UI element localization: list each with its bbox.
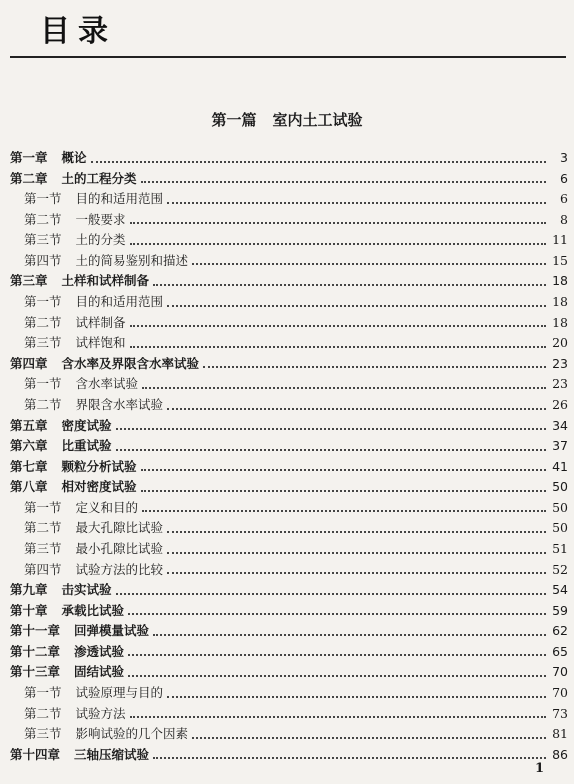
toc-entry-number: 第三章 <box>10 273 48 289</box>
toc-entry-page: 20 <box>552 335 568 351</box>
toc-entry-number: 第九章 <box>10 582 48 598</box>
toc-entry-title: 概论 <box>61 150 87 165</box>
toc-entry-title: 密度试验 <box>61 417 112 433</box>
toc-chapter-entry[interactable] <box>10 662 568 683</box>
dot-leader <box>128 613 546 615</box>
toc-entry-page: 23 <box>552 355 568 371</box>
dot-leader <box>141 469 546 471</box>
toc-entry-number: 第三节 <box>24 540 62 556</box>
toc-chapter-entry[interactable] <box>10 745 568 766</box>
dot-leader <box>153 757 546 759</box>
dot-leader <box>167 696 546 698</box>
toc-entry-page: 50 <box>552 499 568 515</box>
toc-entry-number: 第一节 <box>24 685 62 701</box>
toc-entry-number: 第三节 <box>24 726 62 742</box>
toc-entry-page: 50 <box>552 520 568 536</box>
toc-entry-page: 18 <box>552 294 568 310</box>
dot-leader <box>142 510 546 512</box>
toc-entry-title: 目的和适用范围 <box>75 294 164 310</box>
dot-leader <box>130 222 546 224</box>
dot-leader <box>167 572 546 574</box>
dot-leader <box>167 305 546 307</box>
dot-leader <box>192 263 546 265</box>
toc-section-entry[interactable] <box>10 395 568 416</box>
table-of-contents <box>10 148 568 765</box>
toc-entry-title: 回弹模量试验 <box>74 623 150 639</box>
toc-entry-title: 界限含水率试验 <box>75 396 164 412</box>
toc-chapter-entry[interactable] <box>10 621 568 642</box>
dot-leader <box>130 716 546 718</box>
dot-leader <box>128 675 546 677</box>
toc-section-entry[interactable] <box>10 560 568 581</box>
part-name: 室内土工试验 <box>272 111 363 129</box>
dot-leader <box>128 654 546 656</box>
toc-chapter-entry[interactable] <box>10 148 568 169</box>
dot-leader <box>153 284 546 286</box>
toc-entry-page: 51 <box>552 540 568 556</box>
toc-entry-page: 6 <box>560 170 568 186</box>
toc-entry-title: 相对密度试验 <box>61 479 137 495</box>
toc-entry-page: 54 <box>552 582 568 598</box>
toc-chapter-entry[interactable] <box>10 642 568 663</box>
toc-section-entry[interactable] <box>10 518 568 539</box>
toc-entry-title: 试样制备 <box>75 314 126 330</box>
toc-entry-page: 23 <box>552 376 568 392</box>
toc-entry-page: 8 <box>560 211 568 227</box>
toc-entry-number: 第七章 <box>10 458 48 474</box>
toc-entry-number: 第一节 <box>24 376 62 392</box>
toc-entry-number: 第十一章 <box>10 623 61 639</box>
toc-entry-number: 第三节 <box>24 232 62 248</box>
toc-entry-page: 37 <box>552 438 568 454</box>
toc-entry-page: 73 <box>552 705 568 721</box>
toc-entry-number: 第一节 <box>24 294 62 310</box>
toc-entry-number: 第二节 <box>24 396 62 412</box>
toc-entry-number: 第十三章 <box>10 664 61 680</box>
toc-entry-number: 第四节 <box>24 561 62 577</box>
toc-entry-number: 第四节 <box>24 252 62 268</box>
heading-divider <box>10 56 566 58</box>
toc-entry-title: 试验原理与目的 <box>75 685 164 701</box>
toc-entry-number: 第一章 <box>10 150 48 165</box>
toc-entry-title: 一般要求 <box>75 211 126 227</box>
toc-entry-title: 比重试验 <box>61 438 112 454</box>
toc-entry-title: 颗粒分析试验 <box>61 458 137 474</box>
toc-chapter-entry[interactable] <box>10 436 568 457</box>
toc-chapter-entry[interactable] <box>10 457 568 478</box>
toc-entry-title: 试验方法 <box>75 705 126 721</box>
toc-section-entry[interactable] <box>10 189 568 210</box>
dot-leader <box>192 737 546 739</box>
toc-entry-number: 第三节 <box>24 335 62 351</box>
toc-section-entry[interactable] <box>10 704 568 725</box>
page-number: 1 <box>534 761 544 776</box>
toc-entry-title: 三轴压缩试验 <box>74 746 150 762</box>
toc-entry-title: 试验方法的比较 <box>75 561 164 577</box>
toc-entry-page: 52 <box>552 561 568 577</box>
toc-entry-page: 59 <box>552 602 568 618</box>
dot-leader <box>167 531 546 533</box>
toc-entry-title: 承载比试验 <box>61 602 125 618</box>
toc-entry-number: 第六章 <box>10 438 48 454</box>
toc-entry-page: 18 <box>552 273 568 289</box>
toc-entry-number: 第十章 <box>10 602 48 618</box>
dot-leader <box>91 161 546 163</box>
toc-section-entry[interactable] <box>10 230 568 251</box>
toc-section-entry[interactable] <box>10 374 568 395</box>
toc-entry-number: 第一节 <box>24 191 62 207</box>
toc-entry-page: 34 <box>552 417 568 433</box>
toc-section-entry[interactable] <box>10 498 568 519</box>
toc-entry-page: 86 <box>552 746 568 762</box>
dot-leader <box>141 490 546 492</box>
toc-section-entry[interactable] <box>10 724 568 745</box>
toc-entry-number: 第五章 <box>10 417 48 433</box>
toc-entry-title: 定义和目的 <box>75 499 139 515</box>
part-number: 第一篇 <box>211 111 257 129</box>
toc-chapter-entry[interactable] <box>10 354 568 375</box>
toc-entry-page: 62 <box>552 623 568 639</box>
toc-entry-title: 最小孔隙比试验 <box>75 540 164 556</box>
dot-leader <box>141 181 546 183</box>
toc-entry-number: 第四章 <box>10 355 48 371</box>
toc-chapter-entry[interactable] <box>10 580 568 601</box>
toc-entry-title: 含水率试验 <box>75 376 139 392</box>
toc-entry-page: 70 <box>552 685 568 701</box>
toc-entry-title: 土的分类 <box>75 232 126 248</box>
toc-entry-number: 第二节 <box>24 211 62 227</box>
dot-leader <box>130 243 546 245</box>
toc-chapter-entry[interactable] <box>10 477 568 498</box>
dot-leader <box>167 202 546 204</box>
dot-leader <box>116 593 546 595</box>
toc-entry-page: 15 <box>552 252 568 268</box>
toc-entry-number: 第二节 <box>24 314 62 330</box>
toc-entry-title: 最大孔隙比试验 <box>75 520 164 536</box>
toc-section-entry[interactable] <box>10 539 568 560</box>
toc-entry-number: 第十二章 <box>10 643 61 659</box>
page-heading: 目录 <box>40 14 116 49</box>
toc-entry-page: 6 <box>560 191 568 207</box>
toc-entry-title: 土的简易鉴别和描述 <box>75 252 189 268</box>
toc-section-entry[interactable] <box>10 683 568 704</box>
toc-entry-number: 第一节 <box>24 499 62 515</box>
dot-leader <box>203 366 546 368</box>
toc-chapter-entry[interactable] <box>10 416 568 437</box>
toc-entry-title: 击实试验 <box>61 582 112 598</box>
toc-entry-number: 第二节 <box>24 705 62 721</box>
toc-entry-page: 26 <box>552 396 568 412</box>
dot-leader <box>167 552 546 554</box>
toc-entry-title: 渗透试验 <box>74 643 125 659</box>
dot-leader <box>116 449 546 451</box>
toc-chapter-entry[interactable] <box>10 169 568 190</box>
dot-leader <box>130 325 546 327</box>
part-title <box>0 109 574 130</box>
toc-entry-page: 11 <box>552 232 568 248</box>
toc-entry-number: 第二章 <box>10 170 48 186</box>
toc-entry-page: 18 <box>552 314 568 330</box>
dot-leader <box>167 408 546 410</box>
toc-entry-page: 81 <box>552 726 568 742</box>
toc-entry-title: 目的和适用范围 <box>75 191 164 207</box>
toc-entry-title: 土的工程分类 <box>61 170 137 186</box>
toc-entry-number: 第十四章 <box>10 746 61 762</box>
toc-entry-number: 第二节 <box>24 520 62 536</box>
toc-entry-page: 70 <box>552 664 568 680</box>
toc-entry-page: 50 <box>552 479 568 495</box>
toc-entry-title: 土样和试样制备 <box>61 273 150 289</box>
toc-section-entry[interactable] <box>10 210 568 231</box>
toc-entry-title: 固结试验 <box>74 664 125 680</box>
dot-leader <box>116 428 546 430</box>
toc-section-entry[interactable] <box>10 333 568 354</box>
toc-chapter-entry[interactable] <box>10 271 568 292</box>
toc-section-entry[interactable] <box>10 292 568 313</box>
toc-section-entry[interactable] <box>10 313 568 334</box>
dot-leader <box>153 634 546 636</box>
dot-leader <box>142 387 546 389</box>
toc-entry-page: 65 <box>552 643 568 659</box>
toc-section-entry[interactable] <box>10 251 568 272</box>
toc-entry-title: 影响试验的几个因素 <box>75 726 189 742</box>
toc-entry-page: 41 <box>552 458 568 474</box>
toc-chapter-entry[interactable] <box>10 601 568 622</box>
toc-entry-title: 含水率及界限含水率试验 <box>61 355 200 371</box>
dot-leader <box>130 346 546 348</box>
toc-entry-page: 3 <box>560 150 568 165</box>
toc-entry-number: 第八章 <box>10 479 48 495</box>
toc-entry-title: 试样饱和 <box>75 335 126 351</box>
